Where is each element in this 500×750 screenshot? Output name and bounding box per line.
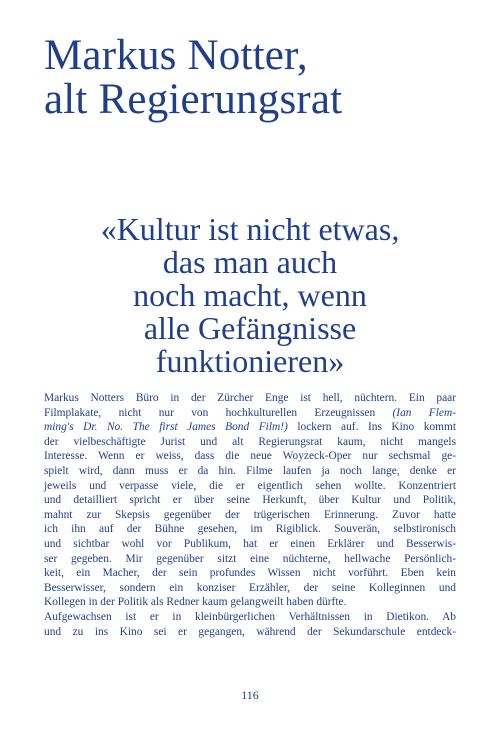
body-line: und zu ins Kino sei er gegangen, während der Sekundarschule entdeck-: [44, 625, 456, 638]
quote-line: alle Gefängnisse: [143, 310, 357, 346]
body-line: jeweils und verpasse viele, die er eigentlich sehen wollte. Konzentriert: [44, 479, 456, 492]
body-line: der vielbeschäftigte Jurist und alt Regierungsrat kaum, nicht mangels: [44, 435, 456, 448]
body-line-text: Filmplakate, nicht nur von hochkulturellen Erzeugnissen: [44, 406, 393, 419]
body-line: mahnt zur Skepsis gegenüber der trügerischen Erinnerung. Zuvor hatte: [44, 508, 456, 521]
body-line: [44, 420, 456, 435]
body-line: Kollegen in der Politik als Redner kaum gelangweilt haben dürfte.: [44, 596, 347, 609]
page-number: 116: [241, 688, 259, 702]
film-title-italic: ming's Dr. No. The first James Bond Film!): [44, 421, 288, 434]
body-line: [44, 406, 456, 421]
body-line: und sichtbar wohl vor Publikum, hat er einen Erklärer und Besserwis-: [44, 537, 456, 550]
body-line: ser gegeben. Mir gegenüber sitzt eine nüchterne, hellwache Persönlich-: [44, 552, 456, 565]
quote-line: noch macht, wenn: [133, 277, 367, 313]
quote-line: das man auch: [162, 244, 338, 280]
body-line: und detailliert spricht er über seine Herkunft, über Kultur und Politik,: [44, 494, 456, 507]
article-title: [44, 34, 342, 122]
quote-line: «Kultur ist nicht etwas,: [100, 211, 400, 247]
title-line: alt Regierungsrat: [44, 76, 343, 123]
body-line: ich ihn auf der Bühne gesehen, im Rigiblick. Souverän, selbstironisch: [44, 523, 456, 536]
film-title-italic: (Ian Flem-: [392, 406, 457, 419]
body-line: Besserwisser, sondern ein konziser Erzähler, der seine Kolleginnen und: [44, 581, 456, 594]
body-line: Interesse. Wenn er weiss, dass die neue Woyzeck-Oper nur sechsmal ge-: [44, 450, 456, 463]
title-line: Markus Notter,: [44, 32, 308, 79]
body-paragraph: [44, 391, 456, 639]
quote-line: funktionieren»: [155, 343, 345, 379]
body-line: Markus Notters Büro in der Zürcher Enge ist hell, nüchtern. Ein paar: [44, 392, 456, 404]
pull-quote: [0, 213, 500, 378]
body-line-text: lockern auf. Ins Kino kommt: [287, 421, 456, 434]
body-line: keit, ein Macher, der sein profundes Wissen nicht vorführt. Eben kein: [44, 567, 456, 580]
body-line: spielt wird, dann muss er da hin. Filme laufen ja noch lange, denke er: [44, 464, 456, 477]
body-line: Aufgewachsen ist er in kleinbürgerlichen Verhältnissen in Dietikon. Ab: [44, 610, 456, 623]
